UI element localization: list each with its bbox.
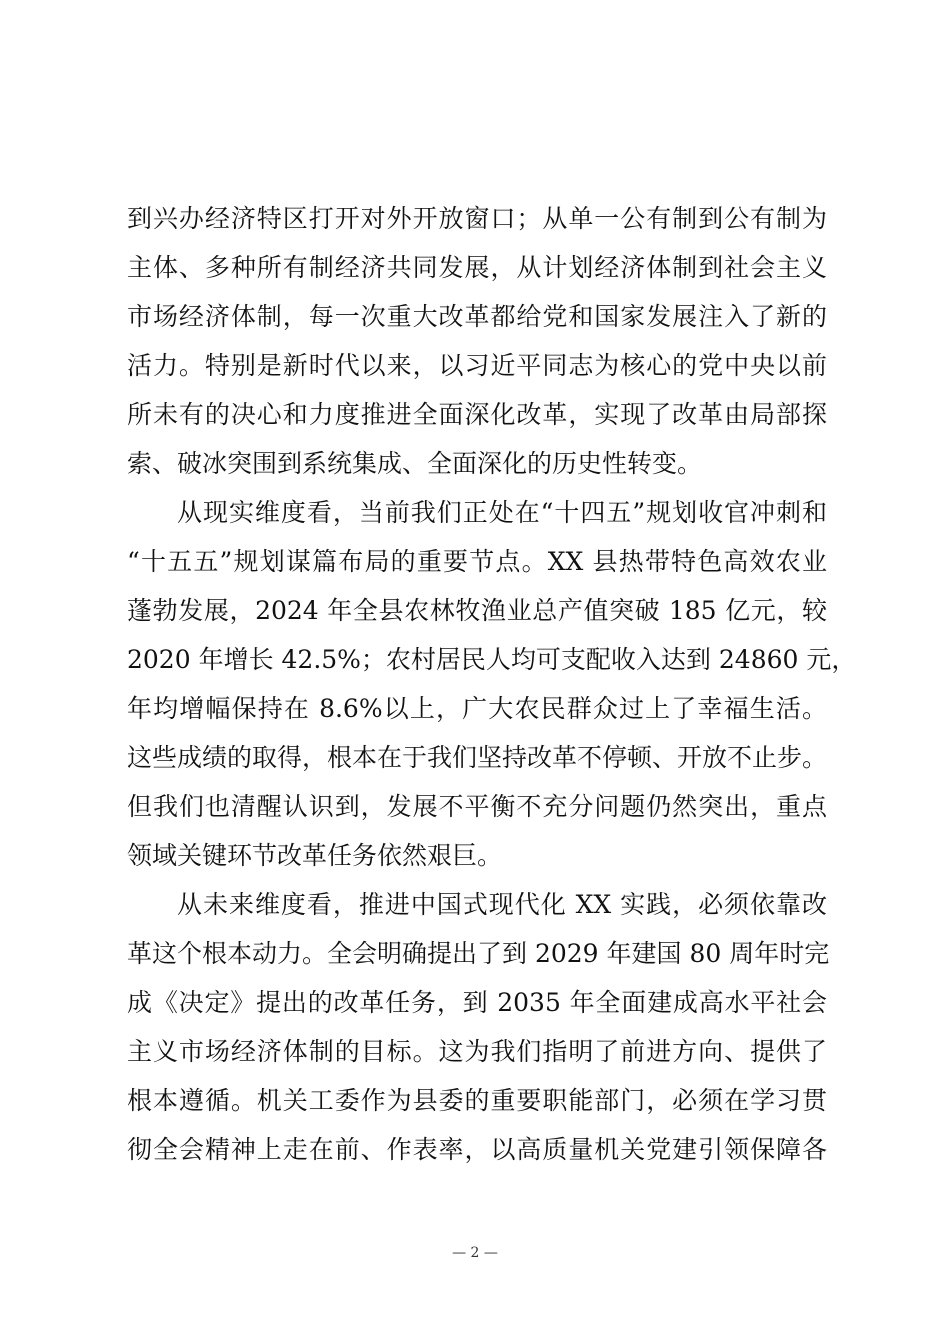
text-line: 主义市场经济体制的目标。这为我们指明了前进方向、提供了	[127, 1037, 827, 1066]
page-number: — 2 —	[452, 1245, 498, 1261]
text-line: 彻全会精神上走在前、作表率，以高质量机关党建引领保障各	[127, 1135, 827, 1164]
text-line: 活力。特别是新时代以来，以习近平同志为核心的党中央以前	[127, 351, 827, 380]
text-line: 2020 年增长 42.5%；农村居民人均可支配收入达到 24860 元，	[127, 645, 857, 674]
text-line: 从未来维度看，推进中国式现代化 XX 实践，必须依靠改	[177, 890, 827, 919]
text-line: 年均增幅保持在 8.6%以上，广大农民群众过上了幸福生活。	[127, 694, 827, 723]
text-line: “十五五”规划谋篇布局的重要节点。XX 县热带特色高效农业	[127, 547, 827, 576]
text-line: 所未有的决心和力度推进全面深化改革，实现了改革由局部探	[127, 400, 827, 429]
text-line: 成《决定》提出的改革任务，到 2035 年全面建成高水平社会	[127, 988, 827, 1017]
text-line: 革这个根本动力。全会明确提出了到 2029 年建国 80 周年时完	[127, 939, 830, 968]
text-line: 蓬勃发展，2024 年全县农林牧渔业总产值突破 185 亿元，较	[127, 596, 827, 625]
text-line: 到兴办经济特区打开对外开放窗口；从单一公有制到公有制为	[127, 204, 827, 233]
text-line: 市场经济体制，每一次重大改革都给党和国家发展注入了新的	[127, 302, 827, 331]
text-line: 从现实维度看，当前我们正处在“十四五”规划收官冲刺和	[177, 498, 827, 527]
text-line: 根本遵循。机关工委作为县委的重要职能部门，必须在学习贯	[127, 1086, 827, 1115]
text-line: 领域关键环节改革任务依然艰巨。	[127, 841, 503, 870]
body-text	[127, 194, 857, 1174]
text-line: 这些成绩的取得，根本在于我们坚持改革不停顿、开放不止步。	[127, 743, 828, 772]
text-line: 主体、多种所有制经济共同发展，从计划经济体制到社会主义	[127, 253, 827, 282]
text-line: 但我们也清醒认识到，发展不平衡不充分问题仍然突出，重点	[127, 792, 827, 821]
text-line: 索、破冰突围到系统集成、全面深化的历史性转变。	[127, 449, 703, 478]
